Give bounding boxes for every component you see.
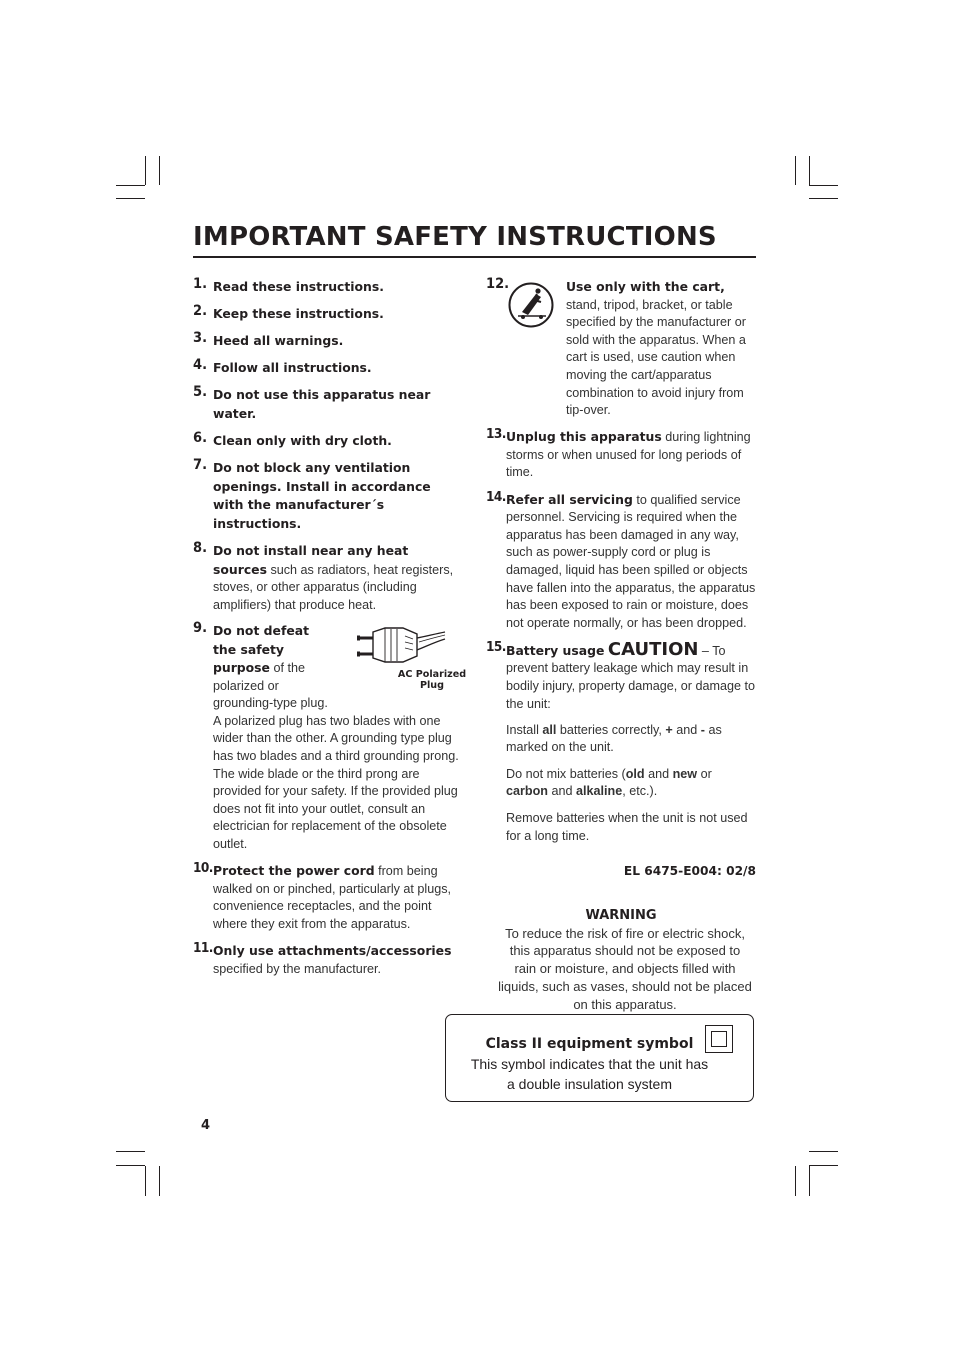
title-rule: [193, 256, 756, 258]
crop-mark: [809, 1151, 838, 1152]
cart-tipover-warning-icon: [508, 282, 554, 328]
class-ii-title: Class II equipment symbol: [485, 1036, 694, 1052]
crop-mark: [809, 1165, 838, 1166]
item-number: 12.: [486, 276, 510, 292]
warning-title: WARNING: [585, 907, 657, 923]
battery-paragraph: Do not mix batteries (old and new or carbon and alkaline, etc.).: [506, 766, 712, 799]
item-number: 14.: [486, 488, 506, 505]
item-bold-text: Keep these instructions.: [213, 306, 384, 322]
item-bold-text: Follow all instructions.: [213, 360, 372, 376]
reference-code: EL 6475-E004: 02/8: [623, 864, 756, 879]
instruction-list: [193, 278, 465, 614]
item-bold-text: Use only with the cart,: [566, 279, 725, 294]
item-number: 3.: [193, 330, 208, 347]
list-item: [486, 278, 756, 420]
warning-text: To reduce the risk of fire or electric shock, this apparatus should not be exposed to rain or moisture, and objects filled with liquids, such as vases, should not be placed on this apparatus.: [498, 925, 752, 1012]
crop-mark: [116, 1165, 145, 1166]
item-bold-text: Clean only with dry cloth.: [213, 433, 392, 449]
list-item: [193, 862, 465, 933]
list-item: [193, 332, 465, 351]
class-ii-symbol-box: [445, 1014, 754, 1102]
right-column: [486, 278, 756, 1014]
item-number: 4.: [193, 357, 208, 374]
crop-mark: [145, 156, 146, 185]
item-text: from being walked on or pinched, particularly at plugs, convenience receptacles, and the point where they exit from the apparatus.: [213, 864, 452, 931]
item-bold-text: Refer all servicing: [506, 491, 633, 507]
page-number: 4: [201, 1118, 211, 1133]
item-number: 7.: [193, 457, 208, 474]
page-title: IMPORTANT SAFETY INSTRUCTIONS: [193, 222, 717, 252]
item-bold-text: Battery usage: [506, 642, 605, 658]
list-item: [486, 638, 756, 713]
crop-mark: [159, 1166, 160, 1196]
crop-mark: [795, 156, 796, 185]
warning-block: [486, 907, 756, 1014]
double-insulation-icon: [705, 1025, 733, 1053]
crop-mark: [159, 156, 160, 185]
battery-paragraph: Install all batteries correctly, + and - as marked on the unit.: [506, 722, 722, 755]
list-item: [193, 619, 467, 854]
class-ii-text: a double insulation system: [507, 1076, 672, 1092]
item-text: – To prevent battery leakage which may result in bodily injury, property damage, or damage to the unit:: [506, 643, 755, 711]
list-item: [193, 942, 465, 978]
instruction-list: [193, 862, 465, 978]
crop-mark: [809, 198, 838, 199]
plug-label: Plug: [419, 679, 445, 691]
item-bold-text: Do not defeat the safety purpose: [213, 622, 310, 676]
item-text: such as radiators, heat registers, stoves, or other apparatus (including amplifiers) that produce heat.: [213, 562, 454, 612]
item-text: stand, tripod, bracket, or table specified by the manufacturer or sold with the apparatus. When a cart is used, use caution when moving the cart/apparatus combination to avoid injury from tip-over.: [566, 297, 746, 418]
item-number: 9.: [193, 619, 208, 636]
item-number: 6.: [193, 430, 208, 447]
crop-mark: [116, 198, 145, 199]
item-bold-text: Do not use this apparatus near water.: [213, 387, 431, 421]
item-text: during lightning storms or when unused for long periods of time.: [506, 430, 751, 480]
caution-label: CAUTION: [607, 638, 699, 660]
item-bold-text: Heed all warnings.: [213, 333, 344, 349]
item-bold-text: Protect the power cord: [213, 863, 375, 879]
item-text: specified by the manufacturer.: [213, 961, 382, 976]
item-number: 11.: [193, 940, 213, 956]
list-item: [193, 386, 465, 423]
item-bold-text: Do not block any ventilation openings. Install in accordance with the manufacturer´s instructions.: [213, 460, 431, 531]
list-item: [193, 542, 465, 614]
instruction-list: [486, 428, 756, 632]
item-bold-text: Do not install near any heat sources: [213, 543, 409, 577]
crop-mark: [809, 185, 838, 186]
item-text: A polarized plug has two blades with one wider than the other. A grounding type plug has two blades and a third grounding prong. The wide blade or the third prong are provided for your safety. If the provided plug does not fit into your outlet, consult an electrician for replacement of the obsolete outlet.: [213, 713, 459, 852]
item-number: 15.: [486, 638, 506, 655]
list-item: [193, 278, 465, 297]
list-item: [193, 359, 465, 378]
crop-mark: [809, 156, 810, 185]
list-item: [193, 305, 465, 324]
item-bold-text: Unplug this apparatus: [506, 429, 662, 445]
item-number: 13.: [486, 426, 506, 443]
item-number: 5.: [193, 384, 208, 401]
crop-mark: [116, 1151, 145, 1152]
item-bold-text: Read these instructions.: [213, 279, 384, 294]
battery-paragraph: Remove batteries when the unit is not used for a long time.: [506, 811, 748, 843]
crop-mark: [795, 1166, 796, 1196]
item-text: to qualified service personnel. Servicing is required when the apparatus has been damaged in any way, such as power-supply cord or plug is damaged, liquid has been spilled or objects have fallen into the apparatus, the apparatus has been exposed to rain or moisture, does not operate normally, or has been dropped.: [506, 492, 756, 630]
class-ii-text: This symbol indicates that the unit has: [470, 1056, 709, 1072]
left-column: [193, 278, 465, 987]
item-bold-text: Only use attachments/accessories: [213, 943, 452, 958]
list-item: [193, 432, 465, 451]
list-item: [193, 459, 465, 533]
item-number: 2.: [193, 303, 208, 320]
plug-label: AC Polarized: [397, 668, 467, 680]
ac-polarized-plug-icon: [355, 624, 447, 668]
item-number: 1.: [193, 276, 208, 292]
list-item: [486, 428, 756, 482]
list-item: [486, 488, 756, 633]
crop-mark: [809, 1166, 810, 1196]
item-text: of the polarized or grounding-type plug.: [213, 661, 328, 711]
item-number: 8.: [193, 540, 208, 557]
crop-mark: [145, 1166, 146, 1196]
item-number: 10.: [193, 860, 213, 877]
crop-mark: [116, 185, 145, 186]
